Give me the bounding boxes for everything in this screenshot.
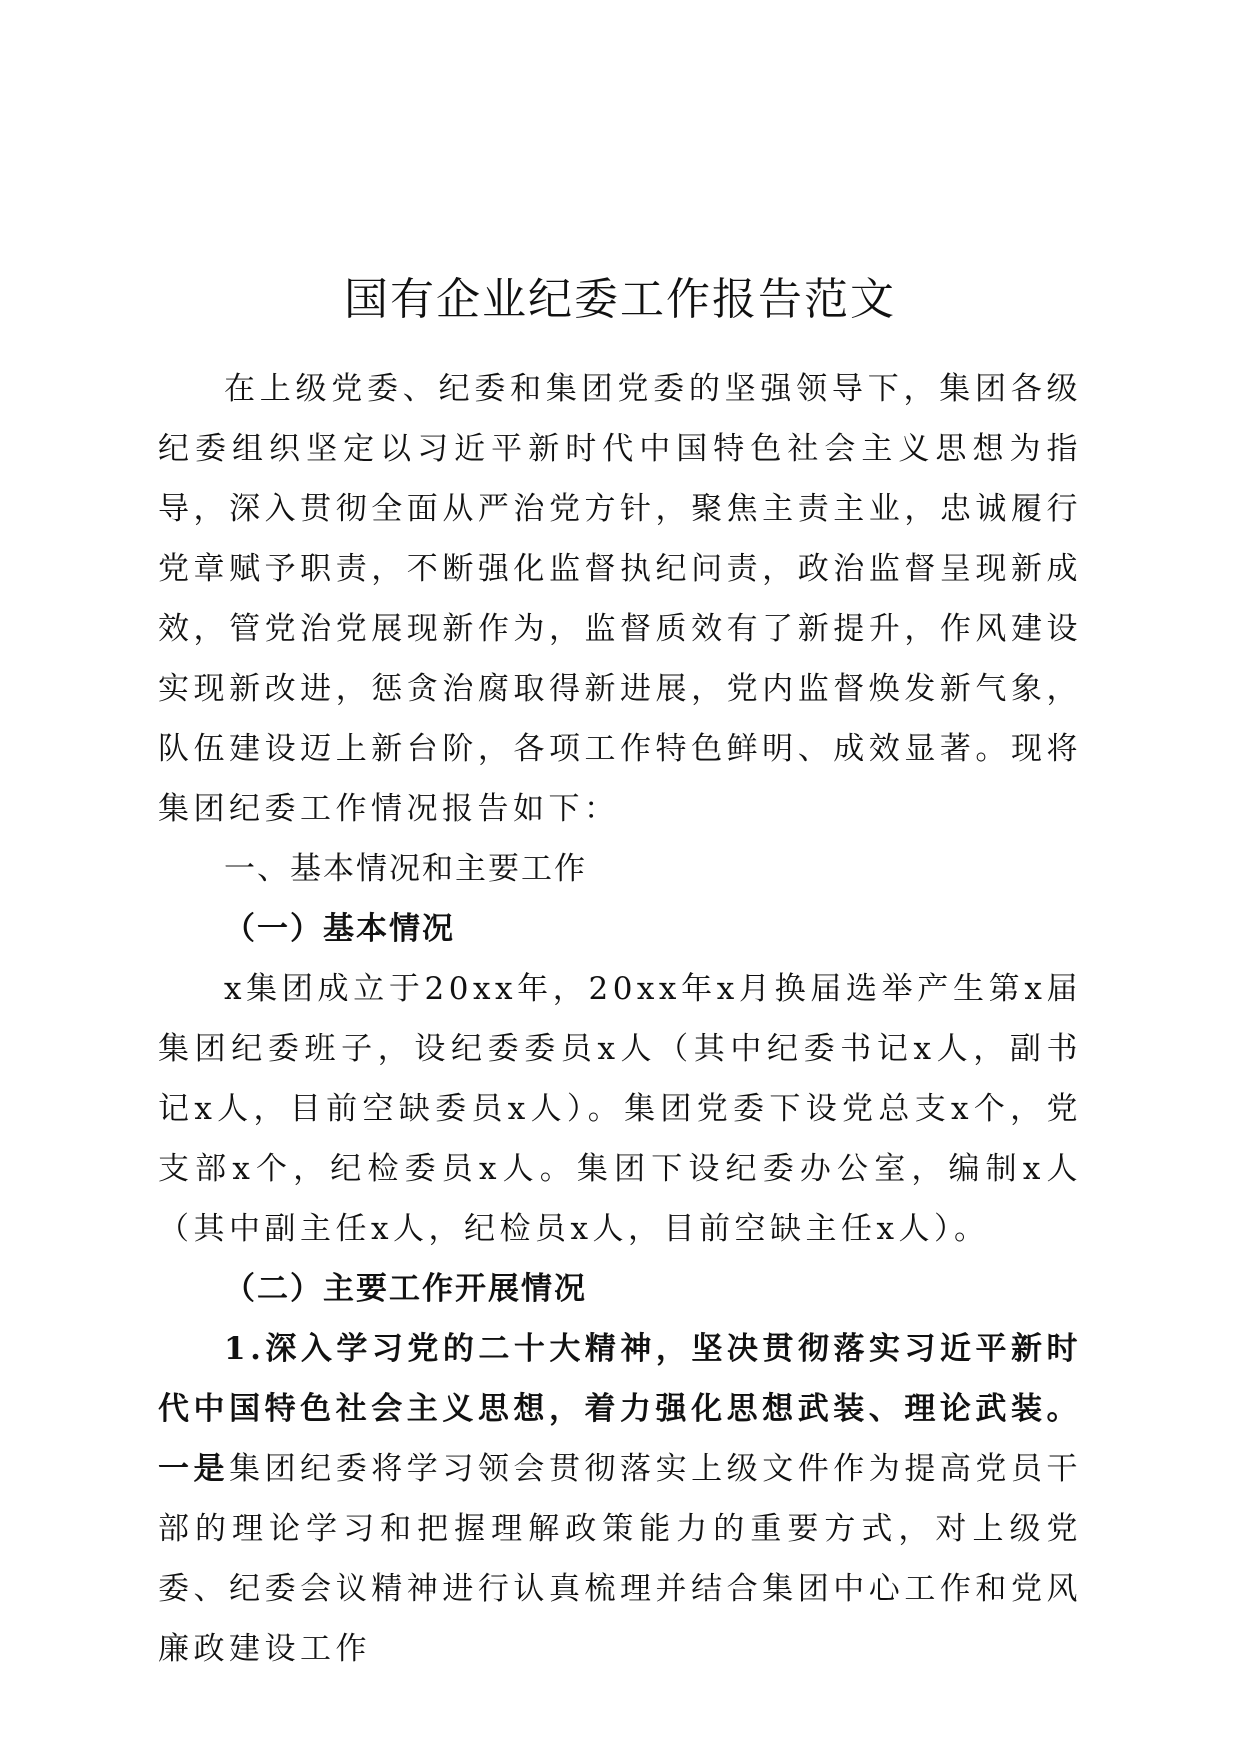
- document-body: [158, 359, 1082, 1679]
- document-title: 国有企业纪委工作报告范文: [344, 274, 896, 325]
- item1-bold-lead: 1.深入学习党的二十大精神，坚决贯彻落实习近平新时代中国特色社会主义思想，着力强化思想武装、理论武装。一是: [158, 1331, 1082, 1487]
- subsection-heading-basic-info: （一）基本情况: [224, 911, 455, 947]
- intro-paragraph: 在上级党委、纪委和集团党委的坚强领导下，集团各级纪委组织坚定以习近平新时代中国特色社会主义思想为指导，深入贯彻全面从严治党方针，聚焦主责主业，忠诚履行党章赋予职责，不断强化监督执纪问责，政治监督呈现新成效，管党治党展现新作为，监督质效有了新提升，作风建设实现新改进，惩贪治腐取得新进展，党内监督焕发新气象，队伍建设迈上新台阶，各项工作特色鲜明、成效显著。现将集团纪委工作情况报告如下：: [158, 371, 1082, 827]
- item1-paragraph: [158, 1319, 1082, 1679]
- basic-info-paragraph: x集团成立于20xx年，20xx年x月换届选举产生第x届集团纪委班子，设纪委委员x人（其中纪委书记x人，副书记x人，目前空缺委员x人）。集团党委下设党总支x个，党支部x个，纪检委员x人。集团下设纪委办公室，编制x人（其中副主任x人，纪检员x人，目前空缺主任x人）。: [158, 971, 1082, 1247]
- item1-text: 集团纪委将学习领会贯彻落实上级文件作为提高党员干部的理论学习和把握理解政策能力的重要方式，对上级党委、纪委会议精神进行认真梳理并结合集团中心工作和党风廉政建设工作: [158, 1451, 1083, 1667]
- section-heading-basic-and-main-work: 一、基本情况和主要工作: [224, 851, 587, 887]
- subsection-heading-main-work: （二）主要工作开展情况: [224, 1271, 587, 1307]
